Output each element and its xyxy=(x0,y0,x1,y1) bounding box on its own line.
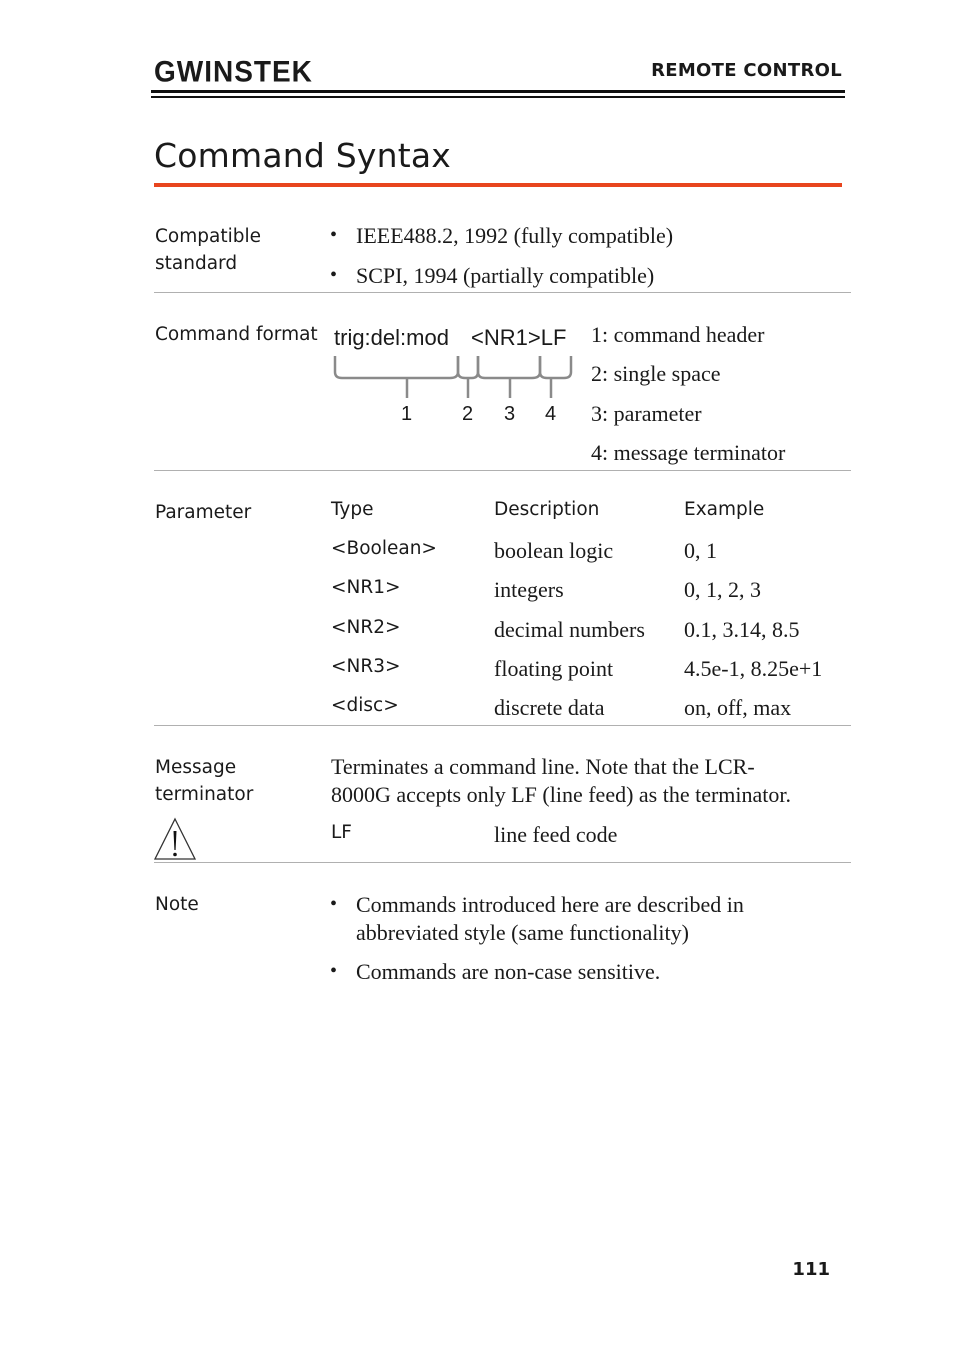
format-legend-item: 4: message terminator xyxy=(591,440,786,465)
table-cell-description: boolean logic xyxy=(494,538,614,563)
table-cell-description: floating point xyxy=(494,656,614,681)
command-format-label: Command format xyxy=(155,324,318,345)
brace-terminator xyxy=(540,356,571,378)
brace-parameter xyxy=(478,356,540,378)
table-cell-type: <disc> xyxy=(331,695,399,716)
table-cell-example: 0, 1, 2, 3 xyxy=(684,577,761,602)
terminator-text-line1: Terminates a command line. Note that the LCR- xyxy=(331,754,755,779)
table-cell-example: 0.1, 3.14, 8.5 xyxy=(684,617,800,642)
command-example-param: <NR1>LF xyxy=(471,325,567,350)
header-rule-thin xyxy=(151,96,845,98)
command-brace-diagram xyxy=(330,352,580,402)
bullet-marker: • xyxy=(330,264,338,286)
terminator-code-description: line feed code xyxy=(494,822,618,847)
row-divider xyxy=(154,470,851,471)
table-cell-example: 4.5e-1, 8.25e+1 xyxy=(684,656,823,681)
table-header-description: Description xyxy=(494,499,600,520)
callout-number: 1 xyxy=(401,403,413,425)
table-cell-type: <Boolean> xyxy=(331,538,437,559)
table-cell-description: integers xyxy=(494,577,564,602)
warning-icon xyxy=(153,817,197,861)
note-label: Note xyxy=(155,894,199,915)
row-divider xyxy=(154,862,851,863)
format-legend-item: 3: parameter xyxy=(591,401,702,426)
page-number: 111 xyxy=(792,1259,830,1280)
terminator-label-line1: Message xyxy=(155,757,237,778)
format-legend-item: 1: command header xyxy=(591,322,765,347)
table-header-type: Type xyxy=(331,499,374,520)
callout-number: 4 xyxy=(545,403,557,425)
compatible-item: SCPI, 1994 (partially compatible) xyxy=(356,263,655,288)
compatible-item: IEEE488.2, 1992 (fully compatible) xyxy=(356,223,674,248)
header-rule-thick xyxy=(151,90,845,93)
command-example-header: trig:del:mod xyxy=(334,325,449,350)
compatible-label-line1: Compatible xyxy=(155,226,261,247)
title-underline xyxy=(154,183,842,187)
format-legend-item: 2: single space xyxy=(591,361,721,386)
table-cell-description: discrete data xyxy=(494,695,605,720)
note-item-1-line1: Commands introduced here are described in xyxy=(356,892,744,917)
bullet-marker: • xyxy=(330,960,338,982)
parameter-label: Parameter xyxy=(155,502,252,523)
table-header-example: Example xyxy=(684,499,765,520)
note-item-2: Commands are non-case sensitive. xyxy=(356,959,661,984)
table-cell-type: <NR3> xyxy=(331,656,401,677)
brand-logo: GWINSTEK xyxy=(154,55,313,88)
terminator-text-line2: 8000G accepts only LF (line feed) as the terminator. xyxy=(331,782,792,807)
table-cell-type: <NR2> xyxy=(331,617,401,638)
bullet-marker: • xyxy=(330,893,338,915)
row-divider xyxy=(154,292,851,293)
brace-command-header xyxy=(335,356,458,378)
callout-number: 2 xyxy=(462,403,474,425)
compatible-label-line2: standard xyxy=(155,253,238,274)
table-cell-example: 0, 1 xyxy=(684,538,717,563)
brace-single-space xyxy=(458,356,478,378)
row-divider xyxy=(154,725,851,726)
section-header: REMOTE CONTROL xyxy=(651,60,842,81)
page-title: Command Syntax xyxy=(154,136,451,175)
table-cell-description: decimal numbers xyxy=(494,617,645,642)
note-item-1-line2: abbreviated style (same functionality) xyxy=(356,920,689,945)
bullet-marker: • xyxy=(330,224,338,246)
callout-number: 3 xyxy=(504,403,516,425)
table-cell-type: <NR1> xyxy=(331,577,401,598)
terminator-label-line2: terminator xyxy=(155,784,254,805)
table-cell-example: on, off, max xyxy=(684,695,792,720)
terminator-code: LF xyxy=(331,822,352,843)
